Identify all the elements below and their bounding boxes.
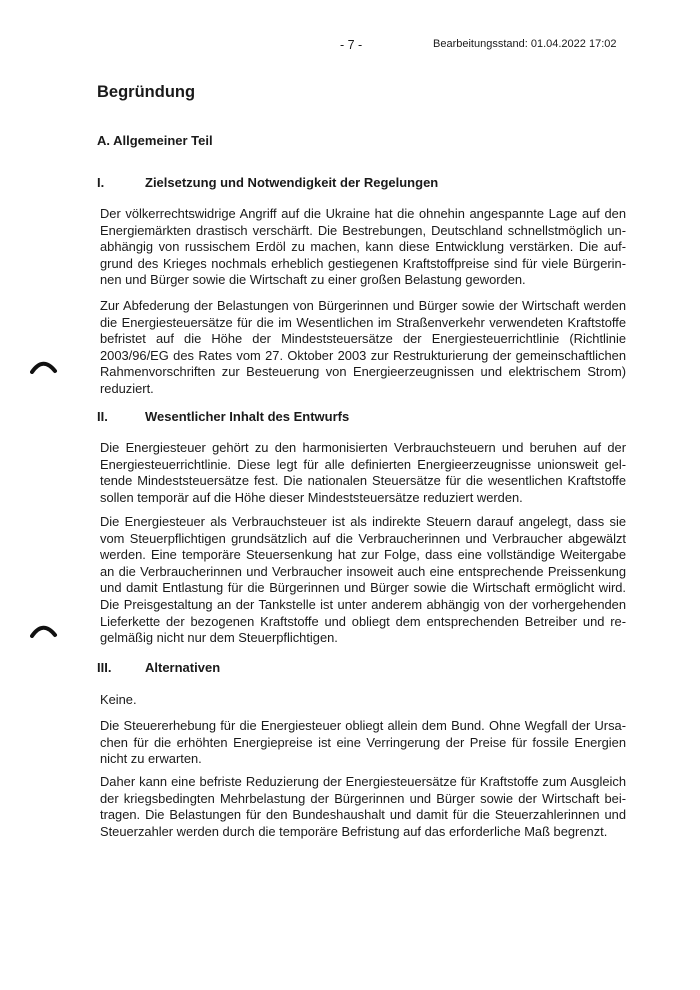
paragraph: Zur Abfederung der Belastungen von Bürgerinnen und Bürger sowie der Wirtschaft werden die Energiesteuersätze für die im Wesentlichen im Straßenverkehr verwendeten Kraftstoffe befristet auf die Höhe der Mindeststeuersätze der Energiesteuerrichtlinie (Richtlinie 2003/96/EG des Rates vom 27. Oktober 2003 zur Restrukturierung der gemeinschaftlichen Rahmenvorschriften zur Besteuerung von Energieerzeugnissen und elektrischem Strom) reduziert.: [100, 298, 626, 396]
section-heading-2: [97, 409, 617, 424]
part-heading: A. Allgemeiner Teil: [97, 133, 213, 148]
page-title: Begründung: [97, 83, 196, 101]
section-numeral: III.: [97, 660, 112, 675]
paragraph: Keine.: [100, 692, 137, 707]
scan-arc-mark: [30, 358, 58, 374]
section-title: Zielsetzung und Notwendigkeit der Regelungen: [145, 175, 439, 190]
section-heading-1: [97, 175, 617, 190]
paragraph: Daher kann eine befriste Reduzierung der Energiesteuersätze für Kraftstoffe zum Ausgleich der kriegsbedingten Mehrbelastung der Bürgerinnen und Bürger sowie der Wirtschaft beitragen. Die Belastungen für den Bundeshaushalt und damit für die Steuerzahlerinnen und Steuerzahler werden durch die temporäre Befristung auf das erforderliche Maß begrenzt.: [100, 774, 626, 839]
scan-arc-mark: [30, 622, 58, 638]
section-heading-3: [97, 660, 617, 675]
paragraph: Die Steuererhebung für die Energiesteuer obliegt allein dem Bund. Ohne Wegfall der Ursachen für die erhöhten Energiepreise ist eine Verringerung der Preise für fossile Energien nicht zu erwarten.: [100, 718, 626, 767]
paragraph: Der völkerrechtswidrige Angriff auf die Ukraine hat die ohnehin angespannte Lage auf den Energiemärkten drastisch verschärft. Die Bestrebungen, Deutschland schnellstmöglich unabhängig von russischem Erdöl zu machen, kann diese Entwicklung verstärken. Die aufgrund des Krieges nochmals erheblich gestiegenen Kraftstoffpreise sind für viele Bürgerinnen und Bürger sowie die Wirtschaft zu einer großen Belastung geworden.: [100, 206, 626, 288]
section-numeral: I.: [97, 175, 105, 190]
section-numeral: II.: [97, 409, 108, 424]
edit-status: Bearbeitungsstand: 01.04.2022 17:02: [433, 38, 617, 50]
page-number: - 7 -: [340, 38, 363, 52]
paragraph: Die Energiesteuer gehört zu den harmonisierten Verbrauchsteuern und beruhen auf der Energiesteuerrichtlinie. Diese legt für alle definierten Energieerzeugnisse unionsweit geltende Mindeststeuersätze fest. Die nationalen Steuersätze für die wesentlichen Kraftstoffe sollen temporär auf die Höhe dieser Mindeststeuersätze reduziert werden.: [100, 440, 626, 505]
section-title: Wesentlicher Inhalt des Entwurfs: [145, 409, 350, 424]
paragraph: Die Energiesteuer als Verbrauchsteuer ist als indirekte Steuern darauf angelegt, dass sie vom Steuerpflichtigen grundsätzlich auf die Verbraucherinnen und Verbraucher abgewälzt werden. Eine temporäre Steuersenkung hat zur Folge, dass eine vollständige Weitergabe an die Verbraucherinnen und Verbraucher insoweit auch eine entsprechende Preissenkung und damit Entlastung für die Bürgerinnen und Bürger sowie die Wirtschaft ermöglicht wird. Die Preisgestaltung an der Tankstelle ist unter anderem abhängig von der vorhergehenden Lieferkette der bezogenen Kraftstoffe und obliegt dem entsprechenden Betreiber und regelmäßig nicht nur dem Steuerpflichtigen.: [100, 514, 626, 646]
section-title: Alternativen: [145, 660, 221, 675]
